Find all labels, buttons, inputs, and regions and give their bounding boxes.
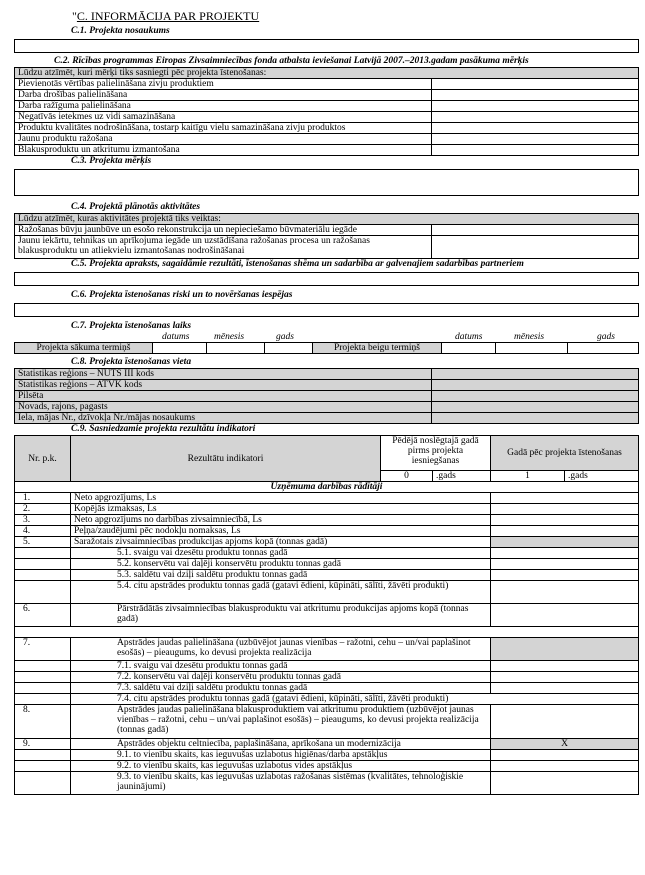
c2-goal-label: Darba ražīguma palielināšana [15,101,432,112]
row-nr: 1. [15,493,71,504]
after-year-value: 1 [491,471,565,482]
end-date-label: Projekta beigu termiņš [313,343,442,354]
row-label: 5.2. konservētu vai daļēji konservētu produktu tonnas gadā [71,559,491,570]
c9-indicators-table [14,435,639,795]
row-value[interactable] [491,683,639,694]
row-nr: 6. [15,604,71,627]
c8-row-field[interactable] [432,402,639,413]
row-label: 7.1. svaigu vai dzesētu produktu tonnas gadā [71,661,491,672]
c4-activity-checkbox[interactable] [432,225,639,236]
spacer-row [15,627,639,638]
c2-goal-label: Jaunu produktu ražošana [15,134,432,145]
row-nr [15,761,71,772]
c8-row-field[interactable] [432,413,639,424]
start-date-label: Projekta sākuma termiņš [15,343,153,354]
c2-goal-checkbox[interactable] [432,123,639,134]
section-header: Uzņēmuma darbības rādītāji [15,482,639,493]
end-month-label: mēnesis [514,332,545,342]
row-nr [15,559,71,570]
row-label: Neto apgrozījums, Ls [71,493,491,504]
row-label: 7.3. saldētu vai dziļi saldētu produktu tonnas gadā [71,683,491,694]
c4-activity-label: Ražošanas būvju jaunbūve un esošo rekonstrukcija un nepieciešamo būvmateriālu iegāde [15,225,432,236]
col-nr-header: Nr. p.k. [15,436,71,482]
c8-row-label: Iela, mājas Nr., dzīvokļa Nr./mājas nosaukums [15,413,432,424]
c4-activities-table [14,213,639,259]
c8-row-label: Pilsēta [15,391,432,402]
c3-title: C.3. Projekta mērķis [71,156,152,166]
c8-location-table [14,368,639,424]
row-value[interactable] [491,570,639,581]
c2-instruction: Lūdzu atzīmēt, kuri mērķi tiks sasniegti pēc projekta īstenošanas: [15,68,639,79]
row-nr [15,661,71,672]
c7-date-header [14,332,639,342]
main-title [14,6,639,26]
c2-goal-checkbox[interactable] [432,134,639,145]
row-label: 7.4. citu apstrādes produktu tonnas gadā (gatavi ēdieni, kūpināti, sālīti, žāvēti produkti) [71,694,639,705]
start-year-field[interactable] [265,343,313,354]
row-value[interactable] [491,750,639,761]
c2-goal-checkbox[interactable] [432,79,639,90]
row-nr: 3. [15,515,71,526]
row-nr [15,570,71,581]
start-year-label: gads [276,332,294,342]
c7-dates-table [14,342,639,354]
c8-row-field[interactable] [432,391,639,402]
row-label: 5.4. citu apstrādes produktu tonnas gadā (gatavi ēdieni, kūpināti, sālīti, žāvēti produkti) [71,581,491,604]
row-value[interactable] [491,581,639,604]
row-value[interactable] [491,537,639,548]
after-year-suffix: .gads [565,471,639,482]
end-day-field[interactable] [442,343,496,354]
row-value[interactable] [491,504,639,515]
row-nr [15,750,71,761]
c1-title: C.1. Projekta nosaukums [71,26,170,36]
row-nr: 7. [15,638,71,661]
row-value[interactable] [491,761,639,772]
row-label: Apstrādes jaudas palielināšana blakusproduktiem vai atkritumu produktiem (uzbūvējot jaunas vienības – ražotni, cehu – un/vai paplašinot esošās) – pieaugums, ko devusi projekta realizācija (tonnas gadā) [71,705,491,739]
start-month-field[interactable] [207,343,265,354]
c6-risks-field[interactable] [14,303,639,317]
c4-title: C.4. Projektā plānotās aktivitātes [71,202,201,212]
main-title-text: C. INFORMĀCIJA PAR PROJEKTU [76,9,260,23]
row-value[interactable] [491,493,639,504]
col-indicators-header: Rezultātu indikatori [71,436,381,482]
row-value[interactable] [491,661,639,672]
row-label: Apstrādes jaudas palielināšana (uzbūvējot jaunas vienības – ražotni, cehu – un/vai paplašinot esošās) – pieaugums, ko devusi projekta realizācija [71,638,491,661]
c3-project-goal-field[interactable] [14,169,639,196]
c2-goal-label: Blakusproduktu un atkritumu izmantošana [15,145,432,156]
start-month-label: mēnesis [214,332,245,342]
row-value[interactable] [491,672,639,683]
row-value[interactable] [491,705,639,739]
c2-goal-checkbox[interactable] [432,90,639,101]
c2-goal-label: Negatīvās ietekmes uz vidi samazināšana [15,112,432,123]
row-label: Neto apgrozījums no darbības zivsaimniecībā, Ls [71,515,491,526]
row-nr [15,772,71,795]
row-label: Saražotais zivsaimniecības produkcijas apjoms kopā (tonnas gadā) [71,537,491,548]
row-label: 9.3. to vienību skaits, kas ieguvušas uzlabotas ražošanas sistēmas (kvalitātes, tehnoloģiskie jauninājumi) [71,772,491,795]
c8-row-label: Statistikas reģions – NUTS III kods [15,369,432,380]
row-label: 7.2. konservētu vai daļēji konservētu produktu tonnas gadā [71,672,491,683]
row-label: Kopējās izmaksas, Ls [71,504,491,515]
before-year-value: 0 [381,471,433,482]
row-label: 9.1. to vienību skaits, kas ieguvušas uzlabotus higiēnas/darba apstākļus [71,750,491,761]
row-nr [15,683,71,694]
row-value[interactable] [491,548,639,559]
c8-row-field[interactable] [432,369,639,380]
row-check-mark[interactable]: X [491,739,639,750]
c2-goal-label: Darba drošības palielināšana [15,90,432,101]
col-before-header: Pēdējā noslēgtajā gadā pirms projekta iesniegšanas [381,436,491,471]
c7-title: C.7. Projekta īstenošanas laiks [71,321,192,331]
row-value[interactable] [491,559,639,570]
row-nr: 4. [15,526,71,537]
c5-title: C.5. Projekta apraksts, sagaidāmie rezultāti, īstenošanas shēma un sadarbība ar galvenajiem sadarbības partneriem [71,259,524,269]
c2-title: C.2. Rīcības programmas Eiropas Zivsaimniecības fonda atbalsta ieviešanai Latvijā 2007.–2013.gadam pasākuma mērķis [54,56,529,66]
row-value[interactable] [491,772,639,795]
row-nr: 5. [15,537,71,548]
c1-project-name-field[interactable] [14,39,639,53]
row-nr: 8. [15,705,71,739]
row-label: Pārstrādātās zivsaimniecības blakusproduktu vai atkritumu produkcijas apjoms kopā (tonnas gadā) [71,604,491,627]
c9-title: C.9. Sasniedzamie projekta rezultātu indikatori [71,424,256,434]
end-month-field[interactable] [496,343,568,354]
row-value[interactable] [491,515,639,526]
c8-row-label: Statistikas reģions – ATVK kods [15,380,432,391]
row-label: Peļņa/zaudējumi pēc nodokļu nomaksas, Ls [71,526,491,537]
c2-goal-checkbox[interactable] [432,101,639,112]
end-year-label: gads [597,332,615,342]
c8-title: C.8. Projekta īstenošanas vieta [71,357,192,367]
c8-row-field[interactable] [432,380,639,391]
c4-activity-label: Jaunu iekārtu, tehnikas un aprīkojuma iegāde un uzstādīšana ražošanas procesa un ražošanas blakusproduktu un atliekvielu izmantošanas nodrošināšanai [15,236,432,259]
end-year-field[interactable] [568,343,639,354]
c5-description-field[interactable] [14,272,639,286]
c4-activity-checkbox[interactable] [432,236,639,259]
row-value[interactable] [491,526,639,537]
row-nr [15,672,71,683]
row-nr [15,581,71,604]
start-day-field[interactable] [153,343,207,354]
c4-instruction: Lūdzu atzīmēt, kuras aktivitātes projektā tiks veiktas: [15,214,639,225]
c2-goals-table [14,67,639,156]
row-label: 5.1. svaigu vai dzesētu produktu tonnas gadā [71,548,491,559]
c2-goal-label: Pievienotās vērtības palielināšana zivju produktiem [15,79,432,90]
row-nr [15,694,71,705]
row-nr: 2. [15,504,71,515]
start-day-label: datums [162,332,190,342]
row-label: 5.3. saldētu vai dziļi saldētu produktu tonnas gadā [71,570,491,581]
row-nr [15,548,71,559]
row-label: Apstrādes objektu celtniecība, paplašināšana, aprīkošana un modernizācija [71,739,491,750]
before-year-suffix: .gads [433,471,491,482]
row-nr: 9. [15,739,71,750]
c2-goal-label: Produktu kvalitātes nodrošināšana, tostarp kaitīgu vielu samazināšana zivju produktos [15,123,432,134]
c8-row-label: Novads, rajons, pagasts [15,402,432,413]
quote-mark: " [72,9,77,23]
row-value[interactable] [491,604,639,627]
row-value[interactable] [491,638,639,661]
c6-title: C.6. Projekta īstenošanas riski un to novēršanas iespējas [71,290,293,300]
col-after-header: Gadā pēc projekta īstenošanas [491,436,639,471]
row-label: 9.2. to vienību skaits, kas ieguvušas uzlabotus vides apstākļus [71,761,491,772]
end-day-label: datums [455,332,483,342]
c2-goal-checkbox[interactable] [432,112,639,123]
document-page [14,6,639,795]
c2-goal-checkbox[interactable] [432,145,639,156]
